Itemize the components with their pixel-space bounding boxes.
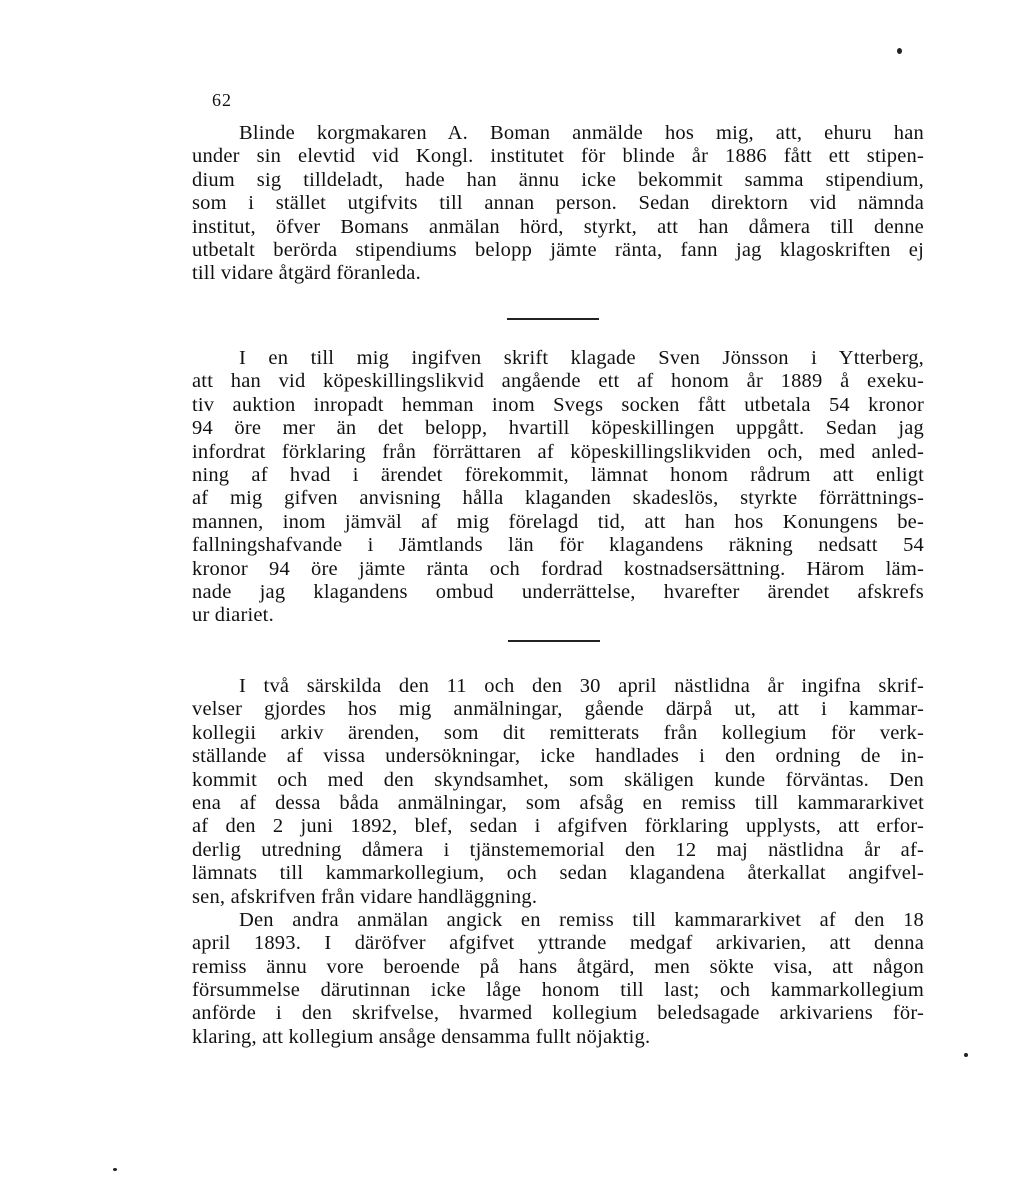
text-line: ur diariet. xyxy=(192,604,274,627)
text-line: I en till mig ingifven skrift klagade Sven Jönsson i Ytterberg, xyxy=(239,347,924,369)
text-line: derlig utredning dåmera i tjänstememorial den 12 maj nästlidna år af- xyxy=(192,838,924,861)
text-line: klaring, att kollegium ansåge densamma fullt nöjaktig. xyxy=(192,1025,651,1048)
text-line: försummelse därutinnan icke låge honom till last; och kammarkollegium xyxy=(192,979,924,1002)
text-line: kollegii arkiv ärenden, som dit remitterats från kollegium för verk- xyxy=(192,721,924,744)
text-line: remiss ännu vore beroende på hans åtgärd, men sökte visa, att någon xyxy=(192,955,924,978)
ink-speck xyxy=(897,48,902,54)
text-line: 94 öre mer än det belopp, hvartill köpeskillingen uppgått. Sedan jag xyxy=(192,417,924,440)
paragraph-kammarkollegium-archive xyxy=(192,675,924,1049)
text-line: infordrat förklaring från förrättaren af köpeskillingslikviden och, med anled- xyxy=(192,440,924,463)
page-number: 62 xyxy=(212,90,232,110)
text-line: utbetalt berörda stipendiums belopp jämte ränta, fann jag klagoskriften ej xyxy=(192,238,924,261)
text-line: till vidare åtgärd föranleda. xyxy=(192,262,421,285)
text-line: dium sig tilldeladt, hade han ännu icke bekommit samma stipendium, xyxy=(192,168,924,191)
text-line: kronor 94 öre jämte ränta och fordrad kostnadsersättning. Härom läm- xyxy=(192,557,924,580)
section-divider xyxy=(507,318,599,320)
text-line: fallningshafvande i Jämtlands län för klagandens räkning nedsatt 54 xyxy=(192,534,924,557)
text-line: kommit och med den skyndsamhet, som skäligen kunde förväntas. Den xyxy=(192,768,924,791)
text-line: under sin elevtid vid Kongl. institutet för blinde år 1886 fått ett stipen- xyxy=(192,145,924,168)
text-line: sen, afskrifven från vidare handläggning. xyxy=(192,885,538,908)
text-line: velser gjordes hos mig anmälningar, gående därpå ut, att i kammar- xyxy=(192,698,924,721)
text-line: ställande af vissa undersökningar, icke handlades i den ordning de in- xyxy=(192,745,924,768)
text-line: af mig gifven anvisning hålla klaganden skadeslös, styrkte förrättnings- xyxy=(192,487,924,510)
ink-speck xyxy=(113,1168,117,1171)
text-line: nade jag klagandens ombud underrättelse, hvarefter ärendet afskrefs xyxy=(192,580,924,603)
text-line: ning af hvad i ärendet förekommit, lämnat honom rådrum att enligt xyxy=(192,463,924,486)
text-line: Blinde korgmakaren A. Boman anmälde hos mig, att, ehuru han xyxy=(239,122,924,144)
text-line: anförde i den skrifvelse, hvarmed kollegium beledsagade arkivariens för- xyxy=(192,1002,924,1025)
text-line: tiv auktion inropadt hemman inom Svegs socken fått utbetala 54 kronor xyxy=(192,393,924,416)
text-line: I två särskilda den 11 och den 30 april nästlidna år ingifna skrif- xyxy=(239,675,924,697)
text-line: lämnats till kammarkollegium, och sedan klagandena återkallat angifvel- xyxy=(192,862,924,885)
ink-speck xyxy=(964,1053,968,1057)
text-line: af den 2 juni 1892, blef, sedan i afgifven förklaring upplysts, att erfor- xyxy=(192,815,924,838)
text-line: institut, öfver Bomans anmälan hörd, styrkt, att han dåmera till denne xyxy=(192,215,924,238)
paragraph-sven-jonsson-complaint xyxy=(192,347,924,628)
text-line: att han vid köpeskillingslikvid angående ett af honom år 1889 å exeku- xyxy=(192,370,924,393)
text-line: mannen, inom jämväl af mig förelagd tid, att han hos Konungens be- xyxy=(192,510,924,533)
text-line: april 1893. I däröfver afgifvet yttrande medgaf arkivarien, att denna xyxy=(192,932,924,955)
section-divider xyxy=(508,640,600,642)
text-line: ena af dessa båda anmälningar, som afsåg en remiss till kammararkivet xyxy=(192,791,924,814)
paragraph-blind-basket-maker xyxy=(192,122,924,286)
text-line: som i stället utgifvits till annan person. Sedan direktorn vid nämnda xyxy=(192,192,924,215)
text-line: Den andra anmälan angick en remiss till kammararkivet af den 18 xyxy=(239,908,924,931)
